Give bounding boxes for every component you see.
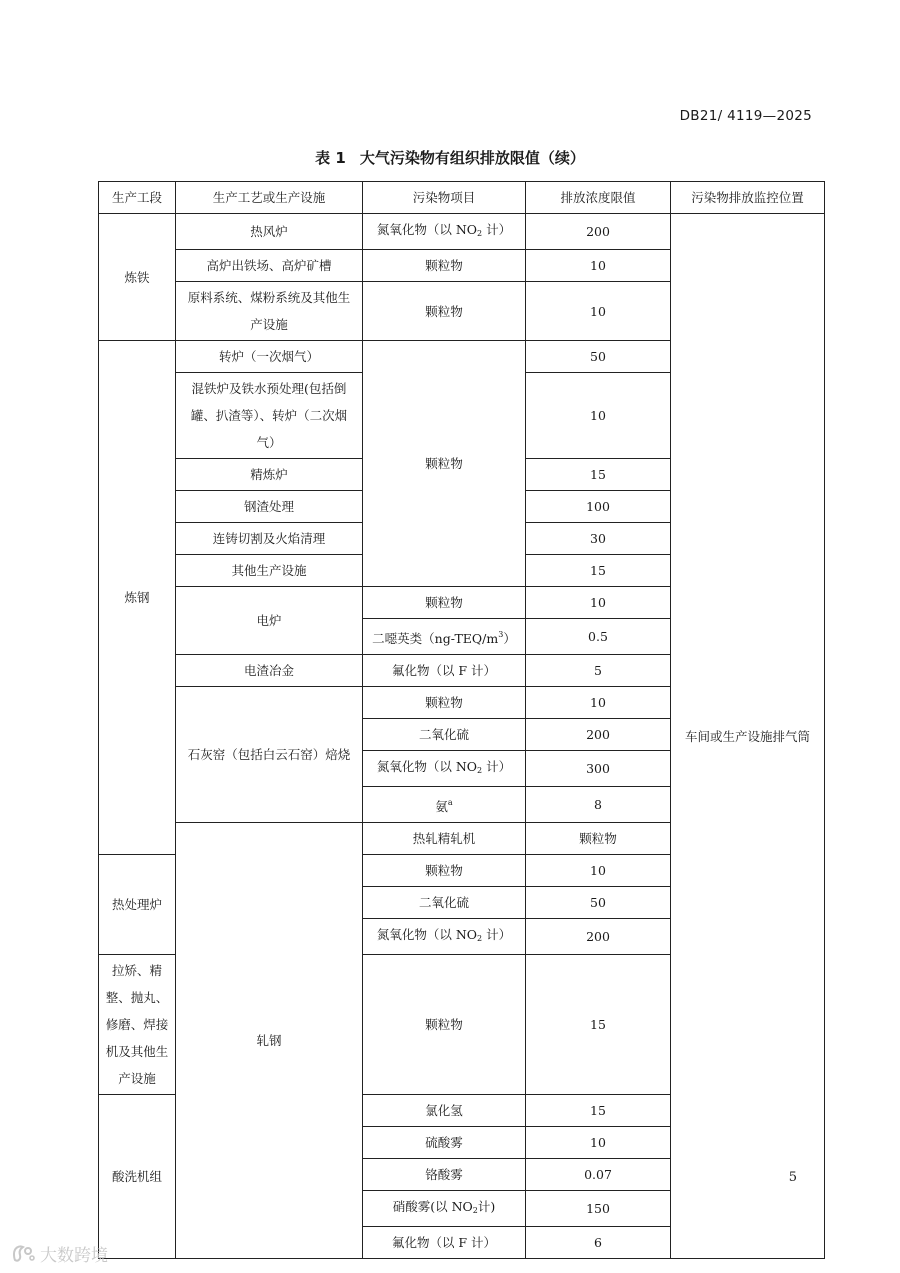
pollutant-cell: 氮氧化物（以 $NO_2$ 计） <box>363 919 526 955</box>
stage-cell: 轧钢 <box>176 823 363 1259</box>
limit-value-cell: 200 <box>526 214 671 250</box>
limit-value-cell: 50 <box>526 341 671 373</box>
pollutant-cell: 颗粒物 <box>363 687 526 719</box>
process-cell: 高炉出铁场、高炉矿槽 <box>176 250 363 282</box>
pollutant-cell: 氮氧化物（以 $NO_2$ 计） <box>363 214 526 250</box>
pollutant-cell: 硫酸雾 <box>363 1127 526 1159</box>
column-header: 污染物排放监控位置 <box>671 182 825 214</box>
pollutant-cell: 氮氧化物（以 $NO_2$ 计） <box>363 751 526 787</box>
process-cell: 酸洗机组 <box>99 1095 176 1259</box>
pollutant-cell: 颗粒物 <box>363 282 526 341</box>
pollutant-cell: 氟化物（以 F 计） <box>363 655 526 687</box>
limit-value-cell: 200 <box>526 919 671 955</box>
table-title <box>0 147 900 168</box>
process-cell: 拉矫、精整、抛丸、修磨、焊接机及其他生产设施 <box>99 955 176 1095</box>
limit-value-cell: 50 <box>526 887 671 919</box>
process-cell: 石灰窑（包括白云石窑）焙烧 <box>176 687 363 823</box>
pollutant-cell: 二氧化硫 <box>363 887 526 919</box>
limit-value-cell: 10 <box>526 373 671 459</box>
pollutant-cell: 颗粒物 <box>363 341 526 587</box>
column-header: 污染物项目 <box>363 182 526 214</box>
watermark <box>10 1241 108 1266</box>
pollutant-cell: 颗粒物 <box>526 823 671 855</box>
limit-value-cell: 8 <box>526 787 671 823</box>
column-header: 生产工段 <box>99 182 176 214</box>
limit-value-cell: 300 <box>526 751 671 787</box>
limit-value-cell: 10 <box>526 587 671 619</box>
emission-limits-table <box>98 181 825 1259</box>
table-number: 表 1 <box>315 149 346 167</box>
table-title-text: 大气污染物有组织排放限值（续） <box>359 149 585 167</box>
limit-value-cell: 200 <box>526 719 671 751</box>
limit-value-cell: 15 <box>526 555 671 587</box>
limit-value-cell: 10 <box>526 1127 671 1159</box>
limit-value-cell: 100 <box>526 491 671 523</box>
standard-number: DB21/ 4119—2025 <box>679 108 812 124</box>
process-cell: 热处理炉 <box>99 855 176 955</box>
monitoring-location-cell: 车间或生产设施排气筒 <box>671 214 825 1259</box>
limit-value-cell: 6 <box>526 1227 671 1259</box>
pollutant-cell: 颗粒物 <box>363 855 526 887</box>
limit-value-cell: 15 <box>526 955 671 1095</box>
stage-cell: 炼铁 <box>99 214 176 341</box>
process-cell: 转炉（一次烟气） <box>176 341 363 373</box>
limit-value-cell: 5 <box>526 655 671 687</box>
process-cell: 原料系统、煤粉系统及其他生产设施 <box>176 282 363 341</box>
pollutant-cell: 颗粒物 <box>363 955 526 1095</box>
watermark-text: 大数跨境 <box>40 1246 108 1266</box>
limit-value-cell: 0.07 <box>526 1159 671 1191</box>
pollutant-cell: 硝酸雾(以 $NO_2$计) <box>363 1191 526 1227</box>
process-cell: 混铁炉及铁水预处理(包括倒罐、扒渣等）、转炉（二次烟气） <box>176 373 363 459</box>
limit-value-cell: 0.5 <box>526 619 671 655</box>
pollutant-cell: 二氧化硫 <box>363 719 526 751</box>
footnote-marker: a <box>447 798 453 807</box>
column-header: 排放浓度限值 <box>526 182 671 214</box>
pollutant-cell: 氨$^a$ <box>363 787 526 823</box>
pollutant-cell: 铬酸雾 <box>363 1159 526 1191</box>
table-row <box>99 214 825 250</box>
process-cell: 连铸切割及火焰清理 <box>176 523 363 555</box>
process-cell: 热轧精轧机 <box>363 823 526 855</box>
pollutant-cell: 氟化物（以 F 计） <box>363 1227 526 1259</box>
pollutant-cell: 二噁英类$(ng-TEQ/m^3)$ <box>363 619 526 655</box>
process-cell: 钢渣处理 <box>176 491 363 523</box>
limit-value-cell: 10 <box>526 855 671 887</box>
limit-value-cell: 30 <box>526 523 671 555</box>
limit-value-cell: 10 <box>526 687 671 719</box>
process-cell: 电炉 <box>176 587 363 655</box>
pollutant-cell: 颗粒物 <box>363 250 526 282</box>
process-cell: 其他生产设施 <box>176 555 363 587</box>
limit-value-cell: 10 <box>526 282 671 341</box>
limit-value-cell: 150 <box>526 1191 671 1227</box>
process-cell: 精炼炉 <box>176 459 363 491</box>
limit-value-cell: 15 <box>526 459 671 491</box>
table-header-row <box>99 182 825 214</box>
page-number: 5 <box>788 1170 797 1185</box>
column-header: 生产工艺或生产设施 <box>176 182 363 214</box>
stage-cell: 炼钢 <box>99 341 176 855</box>
limit-value-cell: 10 <box>526 250 671 282</box>
pollutant-cell: 颗粒物 <box>363 587 526 619</box>
process-cell: 电渣冶金 <box>176 655 363 687</box>
watermark-logo-icon <box>10 1243 36 1265</box>
process-cell: 热风炉 <box>176 214 363 250</box>
limit-value-cell: 15 <box>526 1095 671 1127</box>
pollutant-cell: 氯化氢 <box>363 1095 526 1127</box>
